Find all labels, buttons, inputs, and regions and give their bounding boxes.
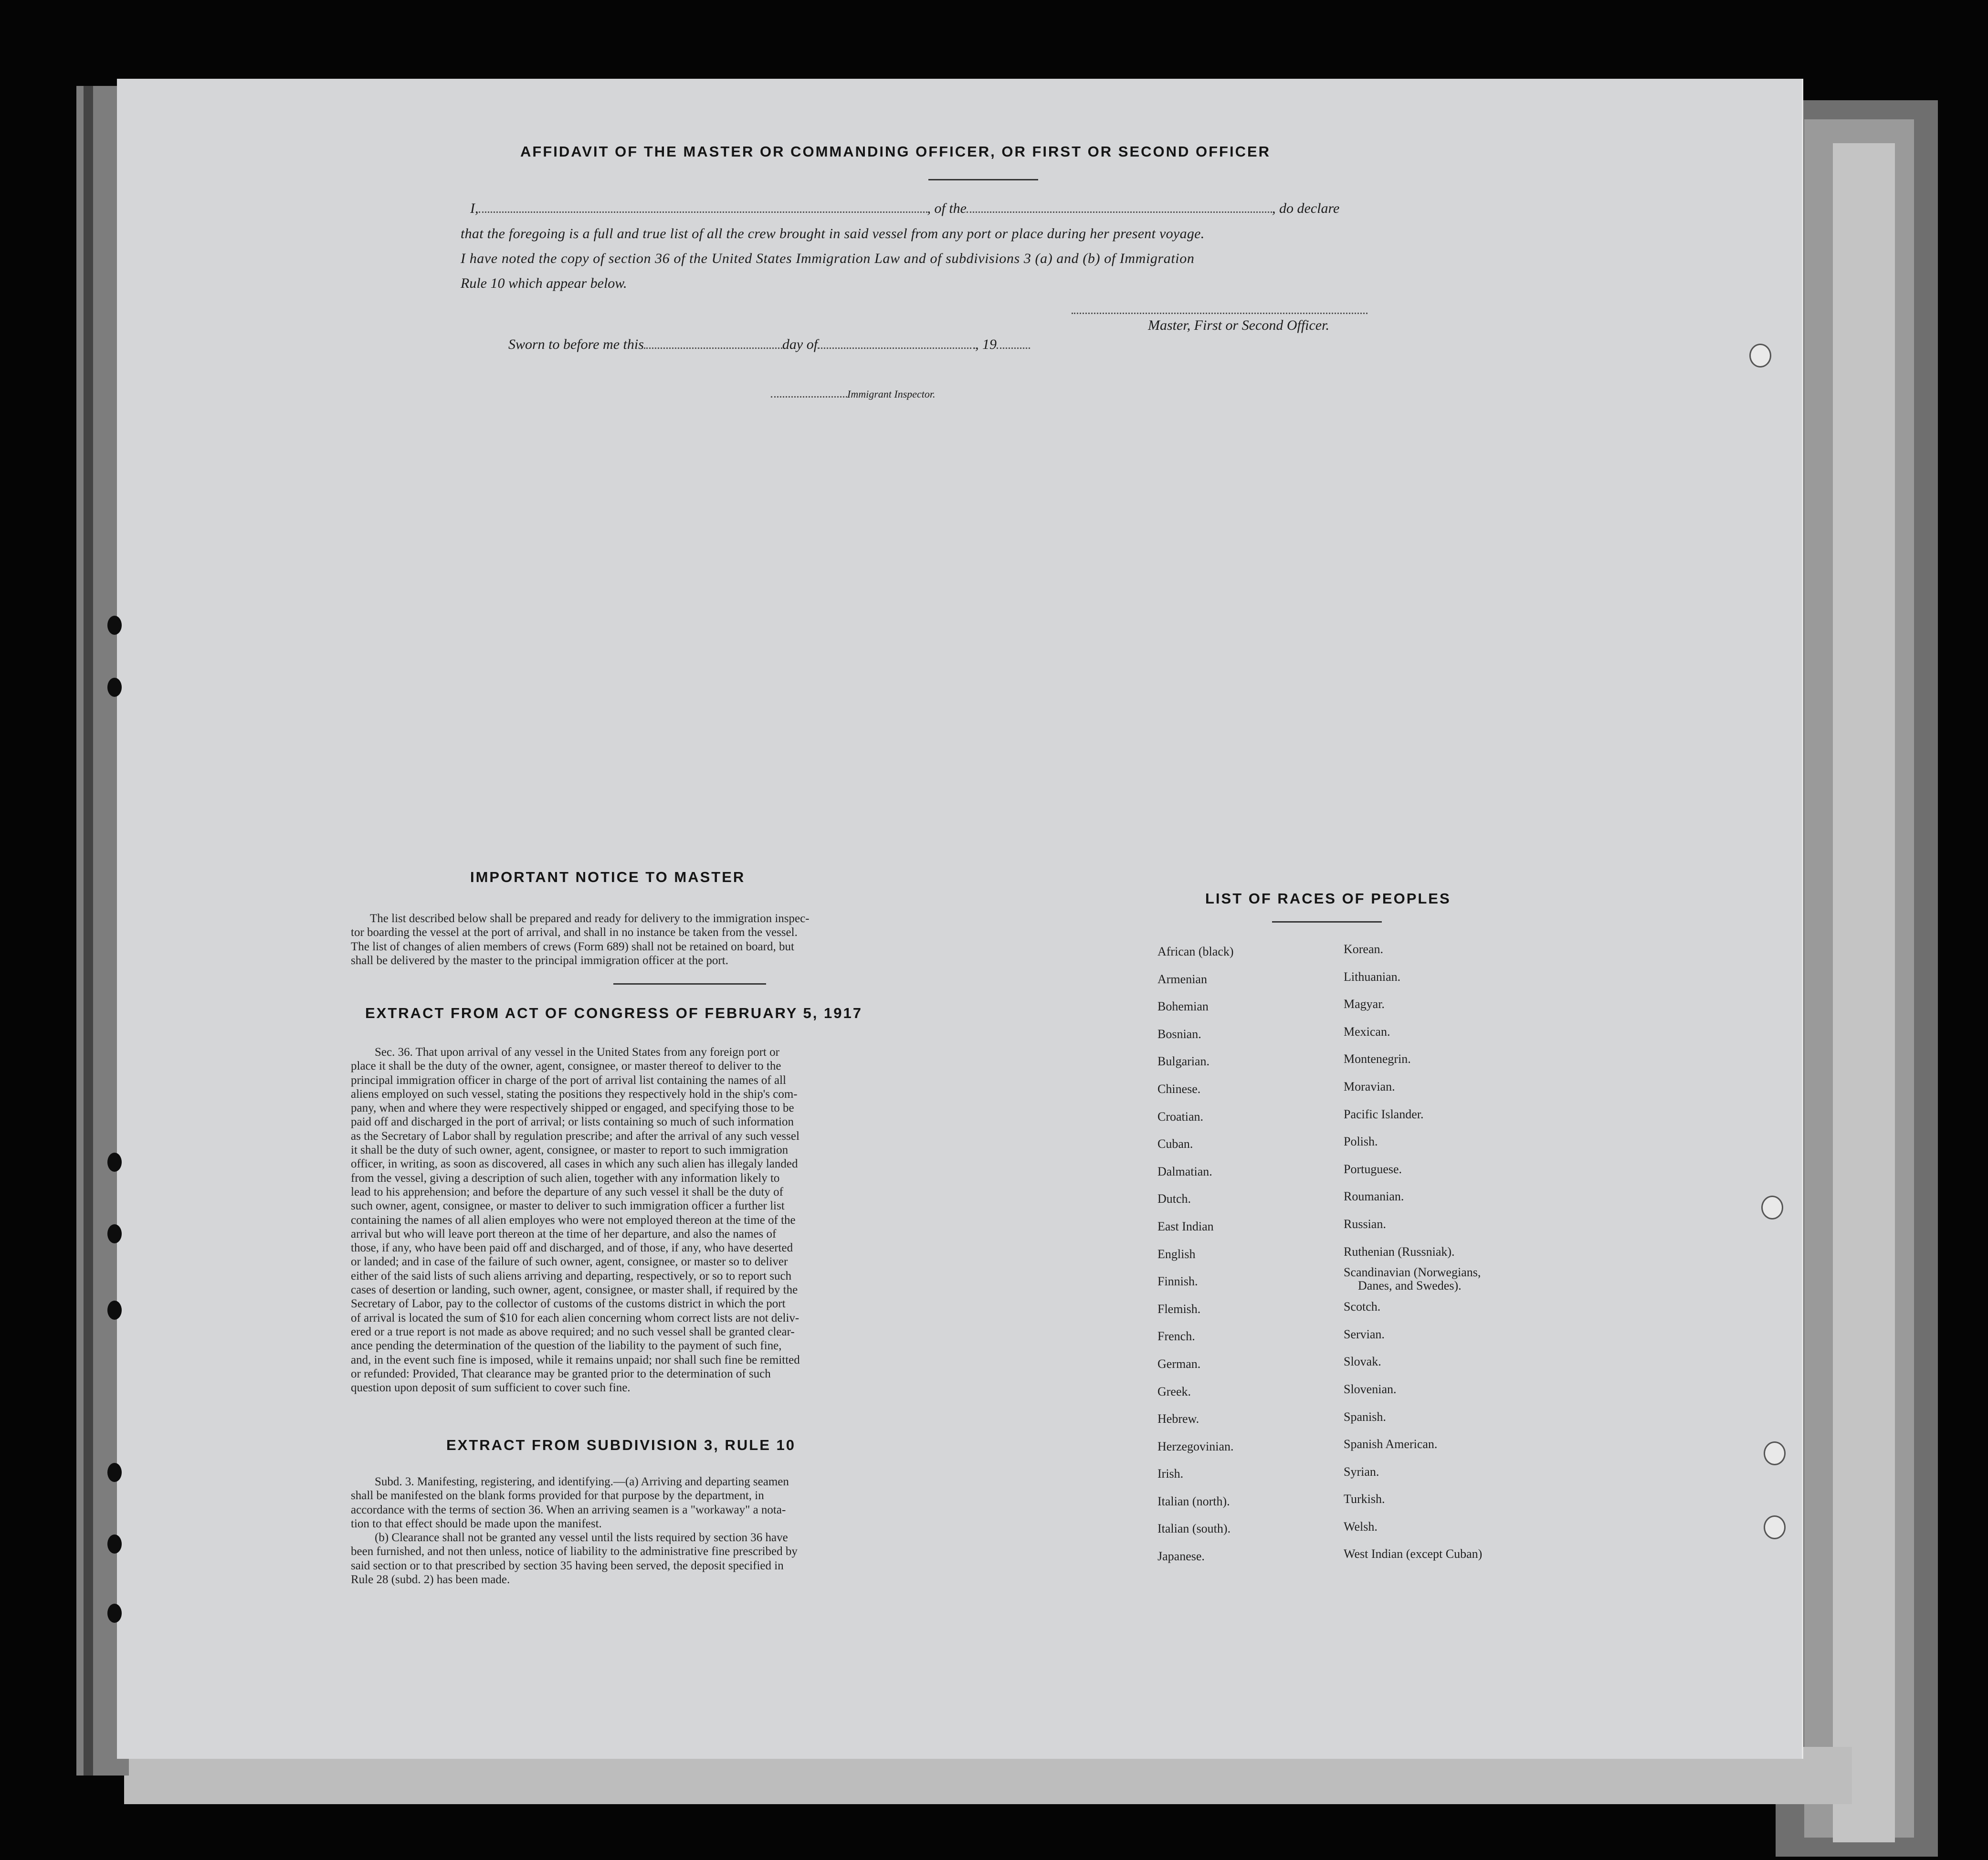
- race-item: Turkish.: [1344, 1492, 1385, 1506]
- race-item: Herzegovinian.: [1157, 1439, 1234, 1453]
- month-blank: [818, 347, 975, 349]
- rule-line: (b) Clearance shall not be granted any vessel until the lists required by section 36 have: [375, 1531, 788, 1545]
- notice-line: The list described below shall be prepared and ready for delivery to the immigration inspec-: [370, 912, 810, 925]
- race-item: Cuban.: [1157, 1137, 1193, 1151]
- signature-blank: [1072, 308, 1367, 316]
- inspector-line: [771, 388, 936, 400]
- race-item: Finnish.: [1157, 1274, 1198, 1289]
- binder-ring-hole: [1764, 1515, 1786, 1539]
- rule-line: Rule 28 (subd. 2) has been made.: [351, 1573, 510, 1587]
- race-item: French.: [1157, 1329, 1195, 1344]
- sworn-line: [508, 336, 1030, 353]
- back-sheet: [1833, 143, 1895, 1842]
- affidavit-line2: that the foregoing is a full and true list of all the crew brought in said vessel from any port or place during her present voyage.: [461, 226, 1205, 242]
- race-item: East Indian: [1157, 1219, 1214, 1233]
- race-item: English: [1157, 1247, 1196, 1261]
- race-item: Japanese.: [1157, 1549, 1205, 1564]
- race-item: Italian (north).: [1157, 1494, 1230, 1508]
- race-item: Ruthenian (Russniak).: [1344, 1244, 1455, 1259]
- race-item: West Indian (except Cuban): [1344, 1547, 1483, 1561]
- act-line: of arrival is located the sum of $10 for each alien concerning whom correct lists are not deliv-: [351, 1311, 799, 1324]
- punch-hole: [107, 1604, 122, 1623]
- rule-text: [351, 1475, 1026, 1587]
- affidavit-line4: Rule 10 which appear below.: [461, 275, 627, 291]
- race-item: Bohemian: [1157, 999, 1209, 1014]
- act-line: officer, in writing, as soon as discovered, all cases in which any such alien has illegaly landed: [351, 1157, 798, 1171]
- act-line: ance pending the determination of the question of the liability to the payment of such fine,: [351, 1339, 782, 1353]
- race-item: Italian (south).: [1157, 1522, 1231, 1536]
- race-item: Croatian.: [1157, 1109, 1204, 1124]
- race-item: Roumanian.: [1344, 1189, 1404, 1204]
- act-line: lead to his apprehension; and before the departure of any such vessel it shall be the duty of: [351, 1185, 783, 1198]
- name-blank: [479, 211, 927, 213]
- rule-title: EXTRACT FROM SUBDIVISION 3, RULE 10: [446, 1437, 796, 1453]
- punch-hole: [107, 678, 122, 697]
- rule-line: accordance with the terms of section 36. When an arriving seamen is a "workaway" a nota-: [351, 1503, 786, 1516]
- race-item: Mexican.: [1344, 1024, 1390, 1039]
- act-line: question upon deposit of sum sufficient to cover such fine.: [351, 1381, 631, 1395]
- year-label: , 19: [975, 336, 997, 352]
- binder-ring-hole: [1749, 344, 1771, 368]
- punch-hole: [107, 616, 122, 635]
- race-item: Flemish.: [1157, 1302, 1201, 1316]
- race-item: Korean.: [1344, 942, 1384, 956]
- binder-ring-hole: [1764, 1441, 1786, 1465]
- races-right-column: [1344, 935, 1482, 1568]
- race-item: Polish.: [1344, 1135, 1378, 1149]
- act-line: aliens employed on such vessel, stating the positions they respectively hold in the ship's com-: [351, 1087, 798, 1101]
- binding-shadow: [84, 86, 93, 1776]
- signature-label: Master, First or Second Officer.: [1148, 317, 1329, 333]
- rule-line: shall be manifested on the blank forms provided for that purpose by the department, in: [351, 1489, 764, 1503]
- act-line: Sec. 36. That upon arrival of any vessel in the United States from any foreign port or: [375, 1046, 779, 1059]
- race-item: Dalmatian.: [1157, 1164, 1212, 1178]
- race-item: Scotch.: [1344, 1300, 1381, 1314]
- act-text: [351, 1045, 1026, 1395]
- act-line: it shall be the duty of such owner, agent, consignee, or master to report to such immigration: [351, 1144, 789, 1157]
- race-item: Chinese.: [1157, 1082, 1201, 1096]
- declare-label: , do declare: [1272, 200, 1340, 216]
- document-page: [117, 79, 1803, 1759]
- act-line: those, if any, who have been paid off and discharged, and of those, if any, who have deserted: [351, 1241, 793, 1255]
- rule-line: said section or to that prescribed by section 35 having been served, the deposit specified in: [351, 1559, 784, 1572]
- race-item-continuation: Danes, and Swedes).: [1358, 1279, 1462, 1293]
- affidavit-title: AFFIDAVIT OF THE MASTER OR COMMANDING OFFICER, OR FIRST OR SECOND OFFICER: [520, 143, 1271, 160]
- notice-line: tor boarding the vessel at the port of arrival, and shall in no instance be taken from the vessel.: [351, 926, 798, 939]
- race-item: Magyar.: [1344, 997, 1385, 1011]
- act-line: arrival but who will leave port thereon at the time of her departure, and also the names of: [351, 1227, 777, 1240]
- races-title: LIST OF RACES OF PEOPLES: [1205, 890, 1451, 907]
- race-item: Spanish.: [1344, 1409, 1386, 1424]
- act-line: Secretary of Labor, pay to the collector of customs of the customs district in which the port: [351, 1297, 786, 1311]
- act-line: or refunded: Provided, That clearance may be granted prior to the determination of such: [351, 1367, 771, 1380]
- divider: [928, 179, 1038, 180]
- race-item: Scandinavian (Norwegians,: [1344, 1265, 1481, 1280]
- declarant-prefix: I,: [470, 200, 479, 216]
- act-line: paid off and discharged in the port of arrival; or lists containing so much of such information: [351, 1115, 794, 1129]
- act-line: as the Secretary of Labor shall by regulation prescribe; and after the arrival of any such vessel: [351, 1129, 799, 1143]
- race-item: Hebrew.: [1157, 1412, 1199, 1426]
- race-item: Portuguese.: [1344, 1162, 1402, 1176]
- race-item: German.: [1157, 1356, 1201, 1371]
- act-line: and, in the event such fine is imposed, while it remains unpaid; nor shall such fine be remitted: [351, 1353, 800, 1366]
- races-left-column: [1157, 938, 1234, 1570]
- year-blank: [997, 347, 1030, 349]
- race-item: Irish.: [1157, 1467, 1184, 1481]
- notice-title: IMPORTANT NOTICE TO MASTER: [470, 869, 746, 885]
- race-item: Russian.: [1344, 1217, 1386, 1231]
- race-item: Slovak.: [1344, 1355, 1381, 1369]
- race-item: Montenegrin.: [1344, 1052, 1411, 1066]
- race-item: Servian.: [1344, 1327, 1385, 1341]
- binder-ring-hole: [1761, 1196, 1783, 1219]
- race-item: Pacific Islander.: [1344, 1107, 1424, 1121]
- race-item: Lithuanian.: [1344, 969, 1401, 984]
- race-item: Welsh.: [1344, 1519, 1378, 1534]
- notice-line: shall be delivered by the master to the principal immigration officer at the port.: [351, 954, 728, 967]
- day-of-label: day of: [782, 336, 818, 352]
- race-item: Bosnian.: [1157, 1027, 1201, 1041]
- punch-hole: [107, 1534, 122, 1554]
- race-item-multiline: [1344, 1265, 1482, 1293]
- punch-hole: [107, 1463, 122, 1482]
- divider: [1272, 921, 1382, 923]
- act-line: such owner, agent, consignee, or master to deliver to such immigration officer a further list: [351, 1199, 785, 1213]
- act-line: from the vessel, giving a description of such alien, together with any information likely to: [351, 1171, 780, 1185]
- divider: [613, 983, 766, 985]
- race-item: Syrian.: [1344, 1464, 1379, 1479]
- notice-text: [351, 912, 1019, 967]
- act-line: containing the names of all alien employes who were not employed thereon at the time of the: [351, 1213, 796, 1227]
- day-blank: [644, 347, 782, 349]
- inspector-blank: [771, 396, 847, 398]
- race-item: Moravian.: [1344, 1079, 1395, 1093]
- race-item: Slovenian.: [1344, 1382, 1397, 1396]
- race-item: African (black): [1157, 945, 1234, 958]
- affidavit-line3: I have noted the copy of section 36 of the United States Immigration Law and of subdivisions 3 (a) and (b) of Immigration: [461, 251, 1195, 266]
- act-title: EXTRACT FROM ACT OF CONGRESS OF FEBRUARY 5, 1917: [365, 1005, 863, 1021]
- affidavit-line1: [470, 200, 1339, 217]
- race-item: Bulgarian.: [1157, 1054, 1210, 1069]
- punch-hole: [107, 1153, 122, 1172]
- notice-line: The list of changes of alien members of crews (Form 689) shall not be retained on board, but: [351, 940, 794, 953]
- race-item: Armenian: [1157, 972, 1207, 986]
- act-line: pany, when and where they were respectively shipped or engaged, and specifying those to be: [351, 1102, 794, 1115]
- act-line: principal immigration officer in charge of the port of arrival list containing the names of all: [351, 1073, 786, 1087]
- act-line: cases of desertion or landing, such owner, agent, consignee, or master shall, if required by the: [351, 1283, 798, 1297]
- punch-hole: [107, 1301, 122, 1320]
- vessel-blank: [967, 211, 1272, 213]
- race-item: Greek.: [1157, 1384, 1191, 1398]
- punch-hole: [107, 1224, 122, 1243]
- race-item: Dutch.: [1157, 1192, 1191, 1206]
- rule-line: been furnished, and not then unless, notice of liability to the administrative fine prescribed by: [351, 1545, 798, 1558]
- rule-line: tion to that effect should be made upon the manifest.: [351, 1517, 602, 1530]
- act-line: ered or a true report is not made as above required; and no such vessel shall be granted clear-: [351, 1325, 795, 1338]
- act-line: either of the said lists of such aliens arriving and departing, respectively, or so to report such: [351, 1269, 792, 1282]
- race-item: Spanish American.: [1344, 1437, 1438, 1451]
- act-line: or landed; and in case of the failure of such owner, agent, consignee, or master so to deliver: [351, 1255, 788, 1269]
- inspector-label: Immigrant Inspector.: [847, 388, 936, 400]
- rule-line: Subd. 3. Manifesting, registering, and identifying.—(a) Arriving and departing seamen: [375, 1475, 789, 1488]
- of-the-label: , of the: [927, 200, 967, 216]
- sworn-label: Sworn to before me this: [508, 336, 644, 352]
- act-line: place it shall be the duty of the owner, agent, consignee, or master thereof to deliver to the: [351, 1060, 781, 1073]
